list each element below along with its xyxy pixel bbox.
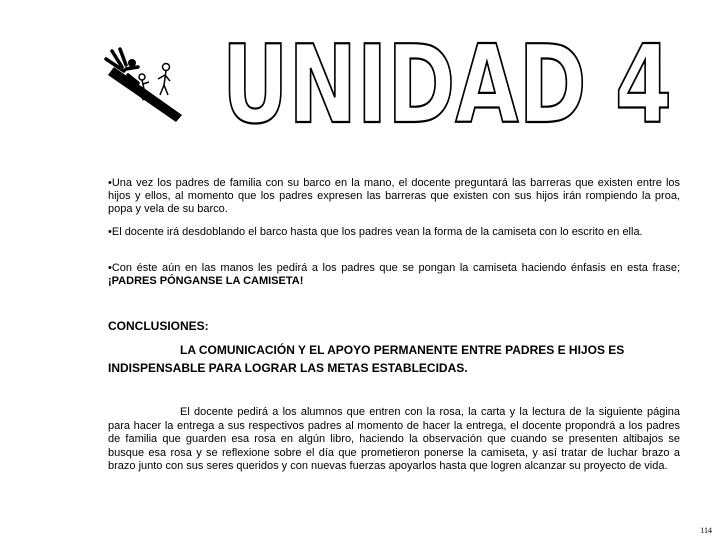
seesaw-figures-icon [102,45,186,123]
conclusions-heading: CONCLUSIONES: [108,319,209,333]
page-number: 114 [700,526,712,535]
bullet-item-2: •El docente irá desdoblando el barco hasta que los padres vean la forma de la camiseta con lo escrito en ella. [108,226,643,238]
bullet-item-3 [108,262,680,288]
bullet-item-1: •Una vez los padres de familia con su barco en la mano, el docente preguntará las barreras que existen entre los hijos y ellos, al momento que los padres expresen las barreras que existen con sus hijos irán rompiendo la proa, popa y vela de su barco. [108,177,680,215]
page-title-text: UNIDAD 4 [222,22,672,126]
bullet-item-3-text: •Con éste aún en las manos les pedirá a los padres que se pongan la camiseta haciendo énfasis en esta frase; [108,262,680,274]
bullet-item-3-emphasis: ¡PADRES PÓNGANSE LA CAMISETA! [108,275,304,287]
page-title [222,18,682,126]
conclusions-body: LA COMUNICACIÓN Y EL APOYO PERMANENTE ENTRE PADRES E HIJOS ES INDISPENSABLE PARA LOGRAR LAS METAS ESTABLECIDAS. [108,343,625,375]
instruction-paragraph: El docente pedirá a los alumnos que entren con la rosa, la carta y la lectura de la siguiente página para hacer la entrega a sus respectivos padres al momento de hacer la entrega, el docente propondrá a los padres de familia que guarden esa rosa en algún libro, haciendo la observación que cuando se presenten altibajos se busque esa rosa y se reflexione sobre el día que prometieron ponerse la camiseta, y así tratar de luchar brazo a brazo junto con sus seres queridos y con nuevas fuerzas apoyarlos hasta que logren alcanzar su proyecto de vida. [108,406,680,472]
